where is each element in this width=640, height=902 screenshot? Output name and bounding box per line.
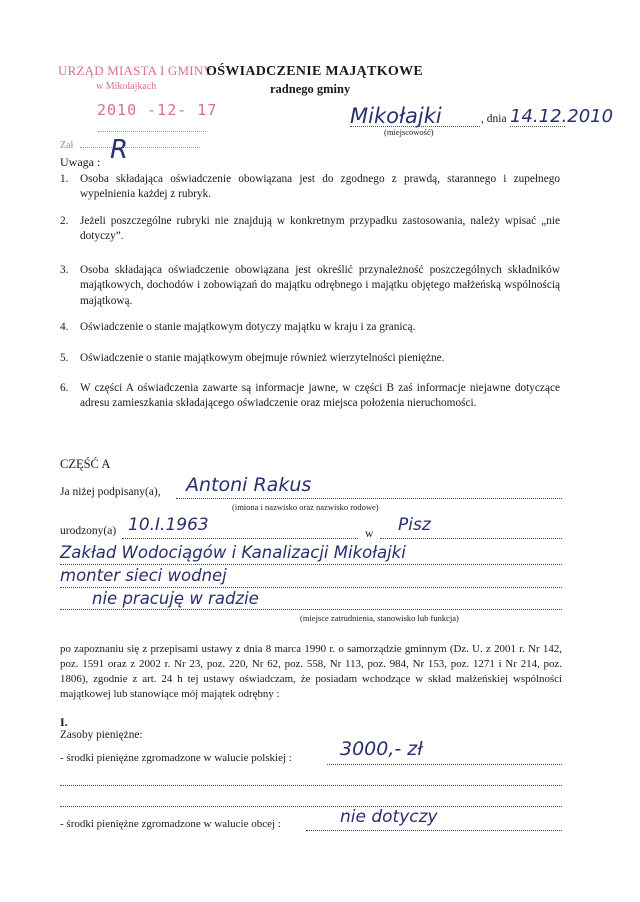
pln-funds-value: 3000,- zł xyxy=(340,738,423,760)
foreign-funds-value: nie dotyczy xyxy=(340,807,438,827)
instruction-number: 2. xyxy=(60,215,69,227)
instruction-number: 4. xyxy=(60,321,69,333)
instruction-item xyxy=(60,351,560,366)
born-place-value: Pisz xyxy=(398,515,431,535)
pln-funds-label: - środki pieniężne zgromadzone w walucie polskiej : xyxy=(60,752,292,764)
instructions-heading: Uwaga : xyxy=(60,155,101,169)
foreign-funds-dotted-line xyxy=(306,830,562,831)
document-title: OŚWIADCZENIE MAJĄTKOWE xyxy=(206,64,424,79)
date-label: , dnia xyxy=(481,113,507,125)
job-line-2: monter sieci wodnej xyxy=(60,566,227,585)
job-line-3: nie pracuję w radzie xyxy=(92,589,259,608)
instruction-text: Oświadczenie o stanie majątkowym dotyczy majątku w kraju i za granicą. xyxy=(80,321,416,333)
instruction-item xyxy=(60,172,560,203)
date-value: 14.12.2010 xyxy=(510,106,614,127)
born-date-dotted-line xyxy=(122,538,358,539)
stamp-dotted-line-2 xyxy=(80,147,200,148)
office-stamp-date: 2010 -12- 17 xyxy=(97,101,218,119)
foreign-funds-label: - środki pieniężne zgromadzone w walucie obcej : xyxy=(60,818,281,830)
job-dotted-line-2 xyxy=(60,587,562,588)
instruction-item xyxy=(60,263,560,309)
date-dotted-line xyxy=(510,126,565,127)
handwritten-mark: R xyxy=(110,135,129,165)
place-hint: (miejscowość) xyxy=(384,127,434,137)
born-label: urodzony(a) xyxy=(60,525,117,537)
signed-hint: (imiona i nazwisko oraz nazwisko rodowe) xyxy=(232,502,379,512)
instruction-number: 6. xyxy=(60,382,69,394)
instruction-text: Osoba składająca oświadczenie obowiązana jest określić przynależność poszczególnych składników majątkowych, dochodów i zobowiązań do majątku odrębnego i majątku objętego małżeńską wspólnością majątkową. xyxy=(80,264,560,307)
stamp-zal-label: Zał xyxy=(60,140,74,151)
job-dotted-line-1 xyxy=(60,564,562,565)
instruction-item xyxy=(60,381,560,412)
signed-dotted-line xyxy=(176,498,562,499)
instruction-text: Oświadczenie o stanie majątkowym obejmuje również wierzytelności pieniężne. xyxy=(80,352,445,364)
instruction-number: 5. xyxy=(60,352,69,364)
born-in-label: w xyxy=(365,528,374,540)
instruction-text: Osoba składająca oświadczenie obowiązana jest do zgodnego z prawdą, starannego i zupełnego wypełnienia każdej z rubryk. xyxy=(80,173,560,201)
section-i-heading: I. xyxy=(60,715,68,729)
born-date-value: 10.I.1963 xyxy=(128,515,209,535)
office-stamp-title: URZĄD MIASTA I GMINY xyxy=(58,63,213,78)
pln-funds-dotted-line xyxy=(327,764,562,765)
declaration-paragraph: po zapoznaniu się z przepisami ustawy z dnia 8 marca 1990 r. o samorządzie gminnym (Dz. U. z 2001 r. Nr 142, poz. 1591 oraz z 2002 r. Nr 23, poz. 220, Nr 62, poz. 558, Nr 113, poz. 984, Nr 153, poz. 1271 i Nr 214, poz. 1806), zgodnie z art. 24 h tej ustawy oświadczam, że posiadam wchodzące w skład małżeńskiej wspólności majątkowej lub stanowiące mój majątek odrębny : xyxy=(60,643,562,700)
job-hint: (miejsce zatrudnienia, stanowisko lub funkcja) xyxy=(300,613,459,623)
instruction-number: 3. xyxy=(60,264,69,276)
office-stamp-location: w Mikołajkach xyxy=(96,81,157,92)
signed-name-value: Antoni Rakus xyxy=(186,474,312,496)
job-dotted-line-3 xyxy=(60,609,562,610)
part-a-heading: CZĘŚĆ A xyxy=(60,457,111,471)
born-place-dotted-line xyxy=(380,538,562,539)
instruction-text: Jeżeli poszczególne rubryki nie znajdują w konkretnym przypadku zastosowania, należy wpisać „nie dotyczy”. xyxy=(80,215,560,243)
job-line-1: Zakład Wodociągów i Kanalizacji Mikołajki xyxy=(60,543,406,562)
stamp-dotted-line xyxy=(98,131,206,132)
pln-extra-dotted-line-2 xyxy=(60,806,562,807)
instruction-text: W części A oświadczenia zawarte są informacje jawne, w części B zaś informacje niejawne dotyczące adresu zamieszkania składającego oświadczenie oraz miejsca położenia nieruchomości. xyxy=(80,382,560,410)
signed-label: Ja niżej podpisany(a), xyxy=(60,486,161,498)
instruction-number: 1. xyxy=(60,173,69,185)
pln-extra-dotted-line-1 xyxy=(60,785,562,786)
instruction-item xyxy=(60,214,560,245)
document-subtitle: radnego gminy xyxy=(270,82,351,96)
section-i-label: Zasoby pieniężne: xyxy=(60,729,143,741)
place-value: Mikołajki xyxy=(350,104,442,128)
instruction-item xyxy=(60,320,560,335)
